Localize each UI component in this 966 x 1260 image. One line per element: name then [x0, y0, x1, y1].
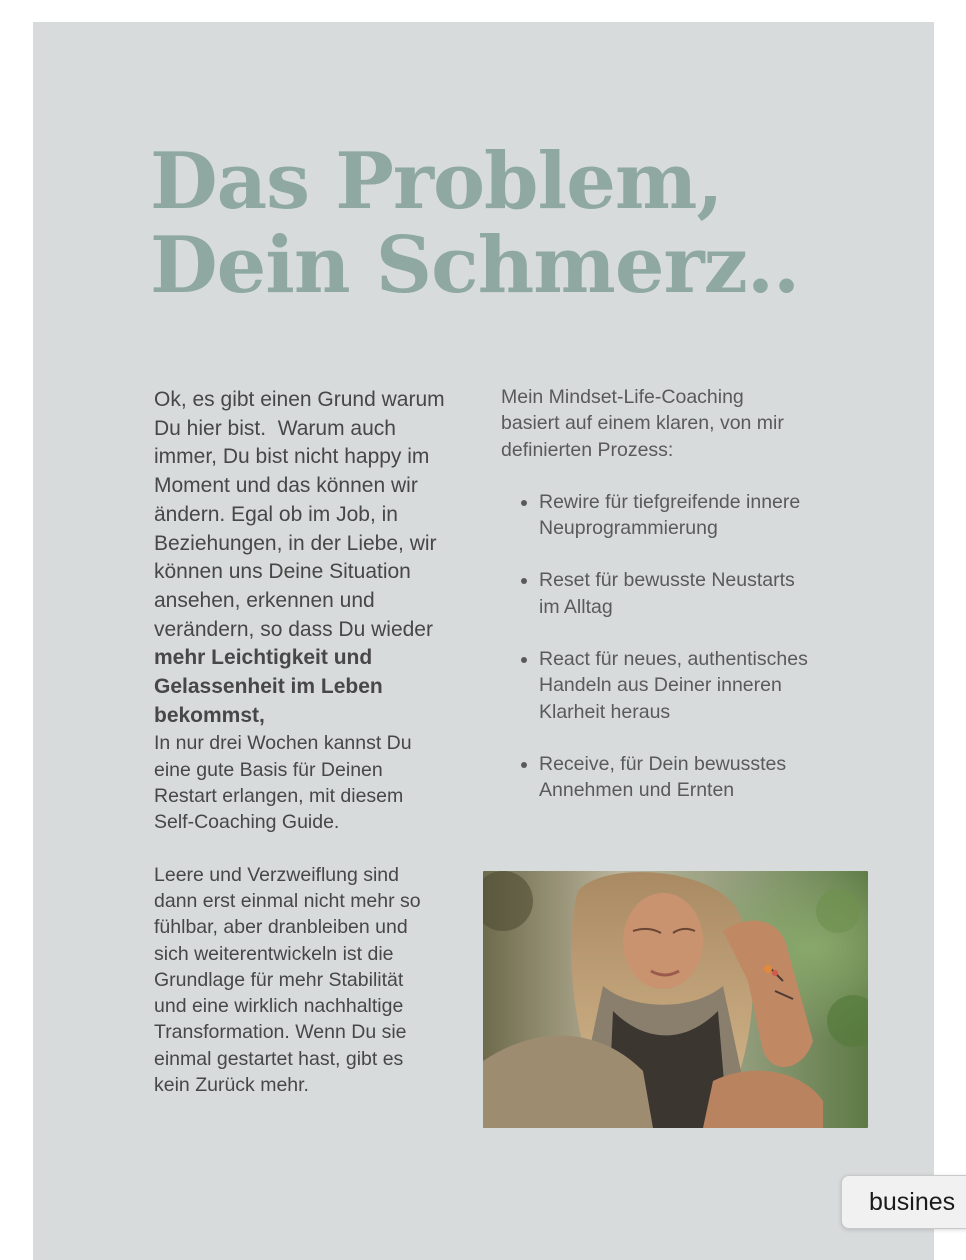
- text-line: Beziehungen, in der Liebe, wir: [154, 531, 437, 555]
- text-line: verändern, so dass Du wieder: [154, 617, 433, 641]
- text-line: basiert auf einem klaren, von mir: [501, 412, 784, 435]
- text-line: • React für neues, authentisches: [539, 648, 808, 671]
- text-line: Klarheit heraus: [539, 700, 671, 723]
- text-line: Neuprogrammierung: [539, 517, 718, 540]
- text-line: Self-Coaching Guide.: [154, 811, 340, 834]
- text-line: Mein Mindset-Life-Coaching: [501, 386, 744, 408]
- text-line: In nur drei Wochen kannst Du: [154, 732, 412, 755]
- emphasis-line: mehr Leichtigkeit und: [154, 646, 373, 670]
- list-item-rewire: [539, 489, 831, 542]
- text-line: Leere und Verzweiflung sind: [154, 863, 399, 886]
- emphasis-line: bekommst,: [154, 703, 265, 727]
- text-line: Grundlage für mehr Stabilität: [154, 968, 404, 991]
- text-line: fühlbar, aber dranbleiben und: [154, 916, 408, 939]
- text-line: dann erst einmal nicht mehr so: [154, 889, 421, 912]
- business-tab-label: busines: [869, 1188, 956, 1216]
- title-line-1: Das Problem,: [150, 136, 723, 227]
- guide-paragraph: [154, 730, 474, 835]
- text-line: Du hier bist. Warum auch: [154, 416, 396, 440]
- text-line: kein Zurück mehr.: [154, 1074, 309, 1096]
- text-line: einmal gestartet hast, gibt es: [154, 1047, 404, 1070]
- text-line: eine gute Basis für Deinen: [154, 758, 383, 781]
- list-item-receive: [539, 751, 831, 804]
- process-list: [501, 489, 831, 804]
- text-line: ändern. Egal ob im Job, in: [154, 502, 398, 526]
- document-page: [33, 22, 934, 1260]
- title-line-2: Dein Schmerz..: [150, 220, 800, 311]
- list-item-reset: [539, 567, 831, 620]
- emphasis-line: Gelassenheit im Leben: [154, 675, 383, 699]
- left-column: [154, 386, 474, 1098]
- text-line: sich weiterentwickeln ist die: [154, 942, 394, 965]
- text-line: • Receive, für Dein bewusstes: [539, 752, 787, 775]
- woman-photo: [483, 871, 868, 1128]
- text-line: Restart erlangen, mit diesem: [154, 785, 404, 808]
- text-line: und eine wirklich nachhaltige: [154, 995, 404, 1018]
- transformation-paragraph: [154, 862, 474, 1099]
- text-line: immer, Du bist nicht happy im: [154, 445, 430, 469]
- text-line: definierten Prozess:: [501, 438, 674, 461]
- right-column: [501, 384, 831, 830]
- business-tab[interactable]: [841, 1175, 966, 1229]
- text-line: Moment und das können wir: [154, 474, 418, 498]
- text-line: können uns Deine Situation: [154, 560, 411, 584]
- text-line: Handeln aus Deiner inneren: [539, 674, 782, 697]
- page-title: [150, 136, 800, 311]
- process-intro: [501, 384, 831, 463]
- text-line: ansehen, erkennen und: [154, 588, 375, 612]
- text-line: Transformation. Wenn Du sie: [154, 1021, 407, 1044]
- text-line: im Alltag: [539, 595, 613, 618]
- text-line: Annehmen und Ernten: [539, 779, 735, 802]
- intro-paragraph: [154, 386, 474, 730]
- text-line: Ok, es gibt einen Grund warum: [154, 388, 445, 411]
- text-line: • Reset für bewusste Neustarts: [539, 569, 795, 592]
- photo-woman-icon: [483, 871, 868, 1128]
- list-item-react: [539, 646, 831, 725]
- text-line: • Rewire für tiefgreifende innere: [539, 490, 801, 513]
